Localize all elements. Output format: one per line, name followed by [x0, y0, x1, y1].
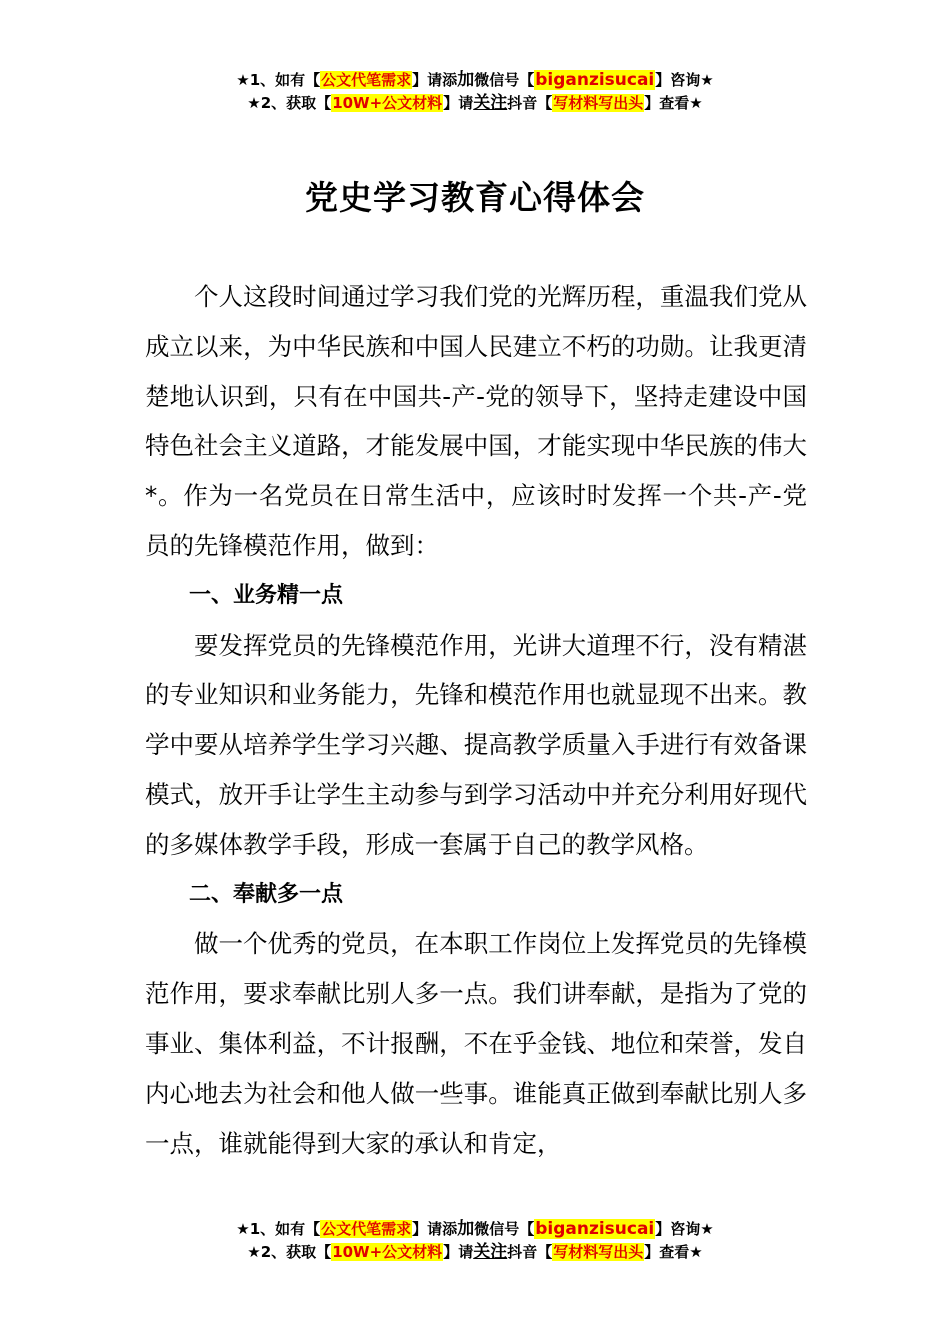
highlight-wechat-id: biganzisucai [535, 70, 655, 90]
banner-line-2 [0, 92, 950, 115]
promo-banner-top [0, 69, 950, 115]
banner-text: 微信号【 [474, 71, 535, 89]
banner-text: ★1、如有【 [236, 1220, 321, 1238]
banner-line-2 [0, 1241, 950, 1264]
document-body [145, 272, 807, 1168]
highlight-materials: 10W+公文材料 [332, 1243, 443, 1261]
highlight-service: 公文代笔需求 [321, 1220, 412, 1238]
highlight-wechat-id: biganzisucai [535, 1219, 655, 1239]
banner-text: ★1、如有【 [236, 71, 321, 89]
promo-banner-bottom [0, 1218, 950, 1264]
banner-text: ★2、获取【 [247, 1243, 332, 1261]
highlight-materials: 10W+公文材料 [332, 94, 443, 112]
highlight-douyin-id: 写材料写出头 [553, 94, 644, 112]
banner-text: 】请 [443, 94, 474, 112]
banner-line-1 [0, 69, 950, 92]
banner-text: 】请添 [412, 1220, 458, 1238]
paragraph: 要发挥党员的先锋模范作用，光讲大道理不行，没有精湛的专业知识和业务能力，先锋和模范作用也就显现不出来。教学中要从培养学生学习兴趣、提高教学质量入手进行有效备课模式，放开手让学生主动参与到学习活动中并充分利用好现代的多媒体教学手段，形成一套属于自己的教学风格。 [145, 630, 807, 859]
document-title: 党史学习教育心得体会 [305, 178, 645, 217]
banner-emphasis: 关注 [473, 93, 508, 113]
banner-text: 】查看★ [644, 94, 703, 112]
banner-text: 抖音【 [507, 94, 553, 112]
highlight-service: 公文代笔需求 [321, 71, 412, 89]
banner-emphasis: 加 [457, 70, 475, 90]
banner-text: ★2、获取【 [247, 94, 332, 112]
highlight-douyin-id: 写材料写出头 [553, 1243, 644, 1261]
section-heading: 一、业务精一点 [189, 582, 344, 608]
banner-line-1 [0, 1218, 950, 1241]
banner-text: 】查看★ [644, 1243, 703, 1261]
banner-text: 】请添 [412, 71, 458, 89]
paragraph: 做一个优秀的党员，在本职工作岗位上发挥党员的先锋模范作用，要求奉献比别人多一点。我们讲奉献，是指为了党的事业、集体利益，不计报酬，不在乎金钱、地位和荣誉，发自内心地去为社会和他人做一些事。谁能真正做到奉献比别人多一点，谁就能得到大家的承认和肯定， [145, 929, 807, 1158]
banner-text: 微信号【 [474, 1220, 535, 1238]
section-heading: 二、奉献多一点 [189, 881, 344, 907]
paragraph: 个人这段时间通过学习我们党的光辉历程，重温我们党从成立以来，为中华民族和中国人民建立不朽的功勋。让我更清楚地认识到，只有在中国共-产-党的领导下，坚持走建设中国特色社会主义道路，才能发展中国，才能实现中华民族的伟大*。作为一名党员在日常生活中，应该时时发挥一个共-产-党员的先锋模范作用，做到： [145, 282, 807, 560]
banner-text: 】咨询★ [655, 71, 714, 89]
banner-emphasis: 加 [457, 1219, 475, 1239]
banner-emphasis: 关注 [473, 1242, 508, 1262]
banner-text: 】请 [443, 1243, 474, 1261]
banner-text: 抖音【 [507, 1243, 553, 1261]
banner-text: 】咨询★ [655, 1220, 714, 1238]
